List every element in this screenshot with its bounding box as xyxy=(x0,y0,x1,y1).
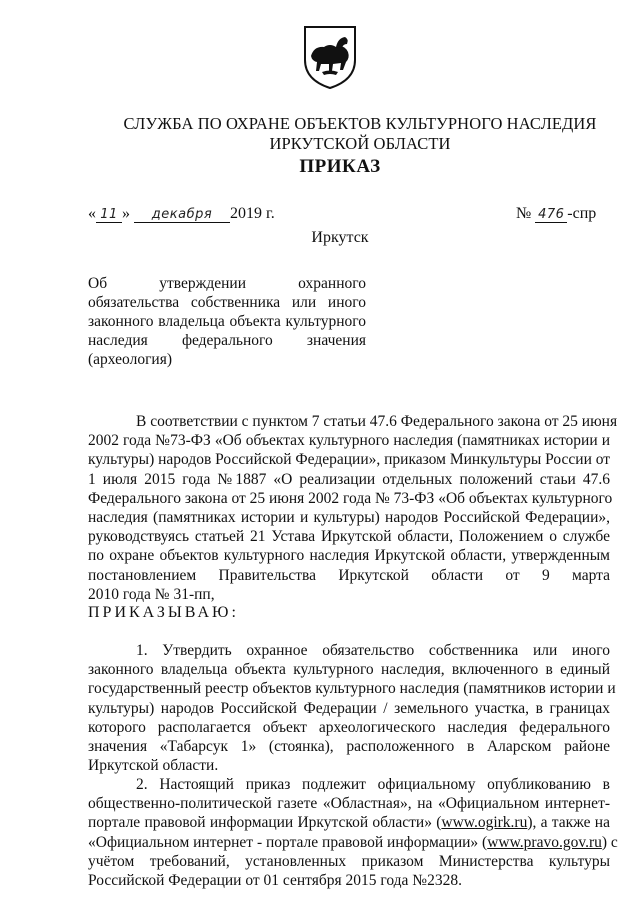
order-heading: ПРИКАЗЫВАЮ: xyxy=(88,604,239,621)
document-title: ПРИКАЗ xyxy=(299,156,381,177)
preamble-line: 2002 года №73-ФЗ «Об объектах культурного наследия (памятниках истории и xyxy=(88,432,610,450)
preamble-line: Федерального закона от 25 июня 2002 года № 73-ФЗ «Об объектах культурного xyxy=(88,489,613,507)
preamble-line: постановлением Правительства Иркутской области от 9 марта xyxy=(88,566,610,584)
item1-line: 1. Утвердить охранное обязательство собственника или иного xyxy=(136,642,610,659)
preamble-line: культуры) народов Российской Федерации», приказом Минкультуры России от xyxy=(88,451,611,469)
item2-line: общественно-политической газете «Областная», на «Официальном интернет- xyxy=(88,795,610,813)
number-suffix: -спр xyxy=(567,205,597,222)
item1-line: законного владельца объекта культурного наследия, включенного в единый xyxy=(88,661,610,679)
preamble-line: руководствуясь статьей 21 Устава Иркутской области, Положением о службе xyxy=(88,528,610,546)
subject-line: наследия федерального значения xyxy=(88,332,366,349)
number-value: 476 xyxy=(535,207,567,223)
document-date xyxy=(88,205,275,223)
item2-line xyxy=(88,833,618,852)
item2-text: «Официальном интернет - портале правовой информации» ( xyxy=(88,833,488,851)
date-month: декабря xyxy=(134,207,230,223)
subject-line: (археология) xyxy=(88,351,173,368)
preamble-paragraph xyxy=(88,412,618,604)
agency-name-line1: СЛУЖБА ПО ОХРАНЕ ОБЪЕКТОВ КУЛЬТУРНОГО НАСЛЕДИЯ xyxy=(123,114,597,133)
preamble-line: по охране объектов культурного наследия Иркутской области, утвержденным xyxy=(88,547,610,565)
ogirk-link[interactable]: www.ogirk.ru xyxy=(441,814,528,832)
item2-line xyxy=(88,813,610,832)
item2-line: учётом требований, установленных приказом Министерства культуры xyxy=(88,852,610,870)
document-number xyxy=(516,205,596,223)
pravo-link[interactable]: www.pravo.gov.ru xyxy=(487,833,602,851)
item2-line: 2. Настоящий приказ подлежит официальному опубликованию в xyxy=(136,776,610,793)
subject-line: законного владельца объекта культурного xyxy=(88,313,366,330)
item1-line: которого располагается объект археологического наследия федерального xyxy=(88,718,610,736)
date-day: 11 xyxy=(96,207,122,223)
order-item-2 xyxy=(88,775,618,890)
item2-text: ), а также на xyxy=(527,814,610,832)
date-close-quote: » xyxy=(122,205,130,222)
document-subject xyxy=(88,274,366,369)
number-prefix: № xyxy=(516,205,532,222)
preamble-line: В соответствии с пунктом 7 статьи 47.6 Федерального закона от 25 июня xyxy=(136,413,618,430)
item2-line: Российской Федерации от 01 сентября 2015 года №2328. xyxy=(88,872,462,890)
item2-text: портале правовой информации Иркутской области» ( xyxy=(88,814,442,832)
date-year: 2019 г. xyxy=(230,205,275,222)
item1-line: культуры) народов Российской Федерации / земельного участка, в границах xyxy=(88,699,610,717)
subject-line: Об утверждении охранного xyxy=(88,275,366,292)
item1-line: государственный реестр объектов культурного наследия (памятников истории и xyxy=(88,680,616,698)
item2-text: ) с xyxy=(601,833,618,851)
preamble-line: наследия (памятниках истории и культуры) народов Российской Федерации», xyxy=(88,509,610,527)
subject-line: обязательства собственника или иного xyxy=(88,294,366,311)
item1-line: значения «Табарсук 1» (стоянка), расположенного в Аларском районе xyxy=(88,738,610,756)
agency-name-line2: ИРКУТСКОЙ ОБЛАСТИ xyxy=(269,134,451,153)
document-city: Иркутск xyxy=(311,229,369,246)
coat-of-arms-icon xyxy=(302,22,358,90)
preamble-line: 2010 года № 31-пп, xyxy=(88,585,215,603)
item1-line: Иркутской области. xyxy=(88,757,219,775)
order-item-1 xyxy=(88,641,616,775)
preamble-line: 1 июля 2015 года №1887 «О реализации отдельных положений стаьи 47.6 xyxy=(88,470,610,488)
date-open-quote: « xyxy=(88,205,96,222)
